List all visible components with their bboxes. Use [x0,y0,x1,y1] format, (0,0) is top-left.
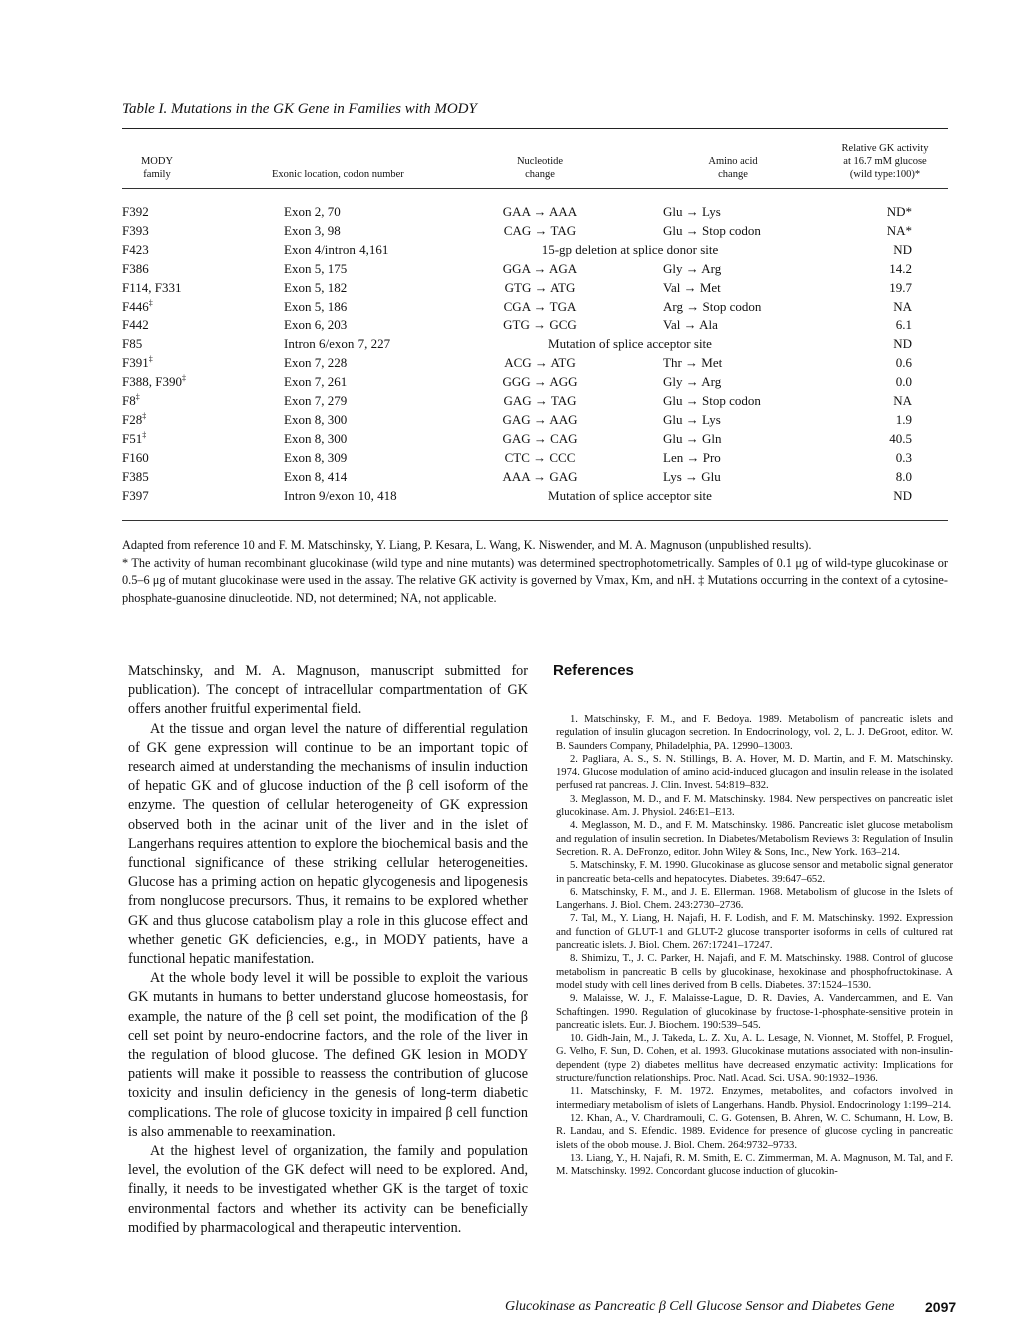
cell-family [122,467,149,486]
family-label: F388, F390 [122,374,182,390]
cell-family [122,315,149,334]
cell-amino-acid: Len → Pro [663,449,721,465]
cell-family [122,259,149,278]
cell-location: Exon 4/intron 4,161 [284,241,389,257]
cell-location: Exon 7, 261 [284,374,348,390]
cell-location: Intron 6/exon 7, 227 [284,336,391,352]
cell-activity: NA [893,393,912,408]
reference-item: 11. Matschinsky, F. M. 1972. Enzymes, metabolites, and cofactors involved in intermediary metabolism of islets of Langerhans. Handb. Physiol. Endocrinology 1:199–214. [556,1086,953,1111]
reference-item: 13. Liang, Y., H. Najafi, R. M. Smith, E. C. Zimmerman, M. A. Magnuson, M. Tal, and F. M. Matschinsky. 1992. Concordant glucose induction of glucokin- [556,1152,953,1178]
table-row [0,467,1020,486]
family-footnote-mark: ‡ [142,411,147,421]
cell-family [122,221,149,240]
table-row [0,372,1020,391]
table-note-footnotes: * The activity of human recombinant glucokinase (wild type and nine mutants) was determined spectrophotometrically. Samples of 0.1 μg of wild-type glucokinase or 0.5–6 μg of mutant glucokinase were used in the assay. The relative GK activity is governed by Vmax, Km, and nH. ‡ Mutations occurring in the context of a cytosine-phosphate-guanosine dinucleotide. ND, not determined; NA, not applicable. [122,555,948,605]
table-bottom-rule [122,520,948,521]
reference-item: 6. Matschinsky, F. M., and J. E. Ellerman. 1968. Metabolism of glucose in the Islets of Langerhans. J. Biol. Chem. 243:2730–2736. [556,886,953,912]
family-label: F442 [122,317,149,333]
header-location: Exonic location, codon number [272,169,404,180]
family-label: F114, F331 [122,279,182,295]
family-label: F160 [122,449,149,465]
cell-activity: ND [893,241,912,257]
table-top-rule [122,128,948,129]
table-row [0,410,1020,429]
cell-amino-acid: Arg → Stop codon [663,298,762,314]
table-notes [122,537,948,607]
cell-family [122,297,153,316]
cell-activity: ND [893,336,912,352]
cell-location: Exon 6, 203 [284,317,348,333]
cell-nucleotide: GAG → AAG [502,411,578,427]
cell-amino-acid: Glu → Lys [663,411,721,427]
cell-family [122,410,146,429]
cell-family [122,448,149,467]
cell-activity: NA* [886,222,912,238]
family-label: F51 [122,430,143,446]
header-nucleotide: Nucleotide change [516,156,564,180]
family-label: F385 [122,468,149,484]
header-family: MODY family [140,156,174,180]
cell-activity: 0.6 [895,355,912,371]
cell-activity: 40.5 [889,430,912,446]
cell-mutation-span: 15-gp deletion at splice donor site [541,241,719,257]
cell-activity: ND* [886,204,912,219]
body-paragraph: Matschinsky, and M. A. Magnuson, manuscript submitted for publication). The concept of intracellular compartmentation of GK offers another fruitful experimental field. [128,663,528,718]
reference-item: 7. Tal, M., Y. Liang, H. Najafi, H. F. Lodish, and F. M. Matschinsky. 1992. Expression and function of GLUT-1 and GLUT-2 glucose transporter isoforms in cells of cultured rat pancreatic islets. J. Biol. Chem. 267:17241–17247. [556,913,953,952]
family-label: F386 [122,260,149,276]
family-label: F397 [122,487,149,503]
cell-location: Exon 8, 300 [284,430,348,446]
cell-location: Exon 3, 98 [284,222,341,238]
cell-activity: 8.0 [895,468,912,484]
table-caption: Table I. Mutations in the GK Gene in Families with MODY [122,101,477,117]
running-title: Glucokinase as Pancreatic β Cell Glucose Sensor and Diabetes Gene [505,1299,895,1314]
table-row [0,221,1020,240]
cell-location: Exon 8, 414 [284,468,348,484]
family-footnote-mark: ‡ [135,392,140,402]
family-label: F423 [122,241,149,257]
cell-amino-acid: Glu → Stop codon [663,393,761,408]
cell-location: Exon 5, 186 [284,298,348,314]
table-row [0,297,1020,316]
cell-amino-acid: Gly → Arg [663,260,722,276]
reference-item: 5. Matschinsky, F. M. 1990. Glucokinase as glucose sensor and metabolic signal generator in pancreatic beta-cells and hepatocytes. Diabetes. 39:647–652. [556,860,953,885]
table-row [0,278,1020,297]
table-row [0,429,1020,448]
reference-item: 3. Meglasson, M. D., and F. M. Matschinsky. 1984. New perspectives on pancreatic islet glucokinase. Am. J. Physiol. 246:E1–E13. [556,793,953,819]
references-list [556,713,953,1178]
cell-nucleotide: GGG → AGG [502,374,578,390]
cell-family [122,486,149,505]
cell-nucleotide: GAG → TAG [503,393,577,408]
body-text [128,662,528,1238]
cell-activity: 14.2 [889,260,912,276]
cell-nucleotide: GAG → CAG [502,430,578,446]
header-activity: Relative GK activity at 16.7 mM glucose (wild type:100)* [841,143,929,180]
table-row [0,259,1020,278]
cell-location: Exon 2, 70 [284,204,341,219]
cell-nucleotide: GTG → GCG [503,317,577,333]
family-label: F392 [122,204,149,219]
cell-activity: 0.3 [895,449,912,465]
table-row [0,353,1020,372]
family-footnote-mark: ‡ [181,373,186,383]
cell-family [122,353,153,372]
table-row [0,334,1020,353]
table-row [0,315,1020,334]
cell-location: Exon 5, 175 [284,260,348,276]
cell-location: Intron 9/exon 10, 418 [284,487,397,503]
cell-family [122,429,146,448]
cell-amino-acid: Val → Ala [663,317,718,333]
reference-item: 12. Khan, A., V. Chardramouli, C. G. Gotensen, B. Ahren, W. C. Schumann, H. Low, B. R. Landau, and S. Efendic. 1989. Evidence for presence of glucose cycling in pancreatic islets of the obob mouse. J. Biol. Chem. 264:9732–9733. [556,1112,953,1151]
reference-item: 9. Malaisse, W. J., F. Malaisse-Lague, D. R. Davies, A. Vandercammen, and E. Van Schaftingen. 1990. Regulation of glucokinase by fructose-1-phosphate-sensitive protein in pancreatic islets. Eur. J. Biochem. 190:539–545. [556,993,953,1031]
page-number: 2097 [925,1299,957,1315]
cell-amino-acid: Glu → Stop codon [663,222,761,238]
cell-family [122,391,140,410]
reference-item: 8. Shimizu, T., J. C. Parker, H. Najafi, and F. M. Matschinsky. 1988. Control of glucose metabolism in pancreatic B cells by glucokinase, hexokinase and phosphofructokinase. A model study with cell lines derived from B cells. Diabetes. 37:1524–1530. [556,953,953,991]
cell-location: Exon 5, 182 [284,279,348,295]
body-paragraph: At the highest level of organization, the family and population level, the evolution of the GK defect will need to be explored. And, finally, it needs to be investigated whether GK is the target of toxic environmental factors and whether its activity can be beneficially modified by pharmacological and therapeutic intervention. [128,1143,528,1236]
cell-activity: NA [893,298,912,314]
family-label: F28 [122,411,143,427]
cell-activity: ND [893,487,912,503]
cell-family [122,372,186,391]
header-amino-acid: Amino acid change [708,156,758,180]
cell-location: Exon 8, 300 [284,411,348,427]
family-footnote-mark: ‡ [142,430,147,440]
cell-location: Exon 7, 228 [284,355,348,371]
cell-nucleotide: GTG → ATG [504,279,576,295]
cell-activity: 6.1 [895,317,912,333]
cell-family [122,240,149,259]
family-footnote-mark: ‡ [148,354,153,364]
cell-nucleotide: ACG → ATG [504,355,576,371]
family-label: F85 [122,336,143,352]
table-row [0,448,1020,467]
cell-nucleotide: AAA → GAG [502,468,578,484]
family-label: F446 [122,298,149,314]
references-heading: References [553,662,634,679]
cell-family [122,202,149,221]
cell-location: Exon 7, 279 [284,393,348,408]
cell-amino-acid: Gly → Arg [663,374,722,390]
family-label: F391 [122,355,149,371]
cell-mutation-span: Mutation of splice acceptor site [548,487,712,503]
family-label: F8 [122,393,136,408]
cell-amino-acid: Glu → Lys [663,204,721,219]
reference-item: 2. Pagliara, A. S., S. N. Stillings, B. A. Hover, M. D. Martin, and F. M. Matschinsky. 1974. Glucose modulation of amino acid-induced glucagon and insulin release in the isolated perfused rat pancreas. J. Clin. Invest. 54:819–832. [556,753,953,792]
cell-activity: 19.7 [889,279,912,295]
header-rule [122,188,948,189]
cell-nucleotide: CGA → TGA [503,298,577,314]
family-footnote-mark: ‡ [148,298,153,308]
cell-amino-acid: Val → Met [663,279,721,295]
cell-location: Exon 8, 309 [284,449,348,465]
reference-item: 10. Gidh-Jain, M., J. Takeda, L. Z. Xu, A. L. Lesage, N. Vionnet, M. Stoffel, P. Froguel, G. Velho, F. Sun, D. Cohen, et al. 1993. Glucokinase mutations associated with non-insulin-dependent (type 2) diabetes mellitus have decreased enzymatic activity: Implications for structure/function relationships. Proc. Natl. Acad. Sci. USA. 90:1932–1936. [556,1033,953,1085]
cell-activity: 1.9 [895,411,912,427]
reference-item: 1. Matschinsky, F. M., and F. Bedoya. 1989. Metabolism of pancreatic islets and regulation of insulin glucagon secretion. In Endocrinology, vol. 2, L. J. DeGroot, editor. W. B. Saunders Company, Philadelphia, PA. 12990–13003. [556,714,953,752]
body-paragraph: At the whole body level it will be possible to exploit the various GK mutants in humans to better understand glucose homeostasis, for example, the nature of the β cell set point, the modification of the β cell set point by neuro-endocrine factors, and the role of the liver in the regulation of blood glucose. The defined GK lesion in MODY patients will make it possible to reassess the contribution of glucose toxicity and insulin deficiency in the genesis of long-term diabetic complications. The role of glucose toxicity in impaired β cell function is also ammenable to reexamination. [128,970,528,1140]
table-row [0,391,1020,410]
table-row [0,202,1020,221]
cell-nucleotide: GAA → AAA [502,204,578,219]
cell-amino-acid: Thr → Met [663,355,723,371]
cell-nucleotide: CAG → TAG [503,222,577,238]
cell-amino-acid: Glu → Gln [663,430,722,446]
cell-amino-acid: Lys → Glu [663,468,721,484]
reference-item: 4. Meglasson, M. D., and F. M. Matschinsky. 1986. Pancreatic islet glucose metabolism and regulation of insulin secretion. In Diabetes/Metabolism Reviews 3: Regulation of Insulin Secretion. R. A. DeFronzo, editor. John Wiley & Sons, Inc., New York. 163–214. [556,820,953,858]
cell-family [122,278,181,297]
cell-nucleotide: CTC → CCC [504,449,576,465]
family-label: F393 [122,222,149,238]
table-row [0,240,1020,259]
cell-family [122,334,142,353]
cell-nucleotide: GGA → AGA [502,260,578,276]
cell-mutation-span: Mutation of splice acceptor site [548,336,712,352]
table-row [0,486,1020,505]
cell-activity: 0.0 [895,374,912,390]
body-paragraph: At the tissue and organ level the nature of differential regulation of GK gene expression will continue to be an important topic of research aimed at understanding the mechanisms of insulin induction of hepatic GK and of glucose induction of the β cell isoform of the enzyme. The question of cellular heterogeneity of GK expression observed both in the acinar unit of the liver and in the islet of Langerhans requires attention to explore the biochemical basis and the functional significance of these striking cellular heterogeneities. Glucose has a priming action on hepatic glycogenesis and lipogenesis from nonglucose precursors. Thus, it remains to be explored whether GK and thus glucose catabolism play a role in this glucose effect and whether genetic GK deficiencies, e.g., in MODY patients, have a functional hepatic manifestation. [128,720,528,968]
table-note-source: Adapted from reference 10 and F. M. Matschinsky, Y. Liang, P. Kesara, L. Wang, K. Niswender, and M. A. Magnuson (unpublished results). [122,538,812,552]
